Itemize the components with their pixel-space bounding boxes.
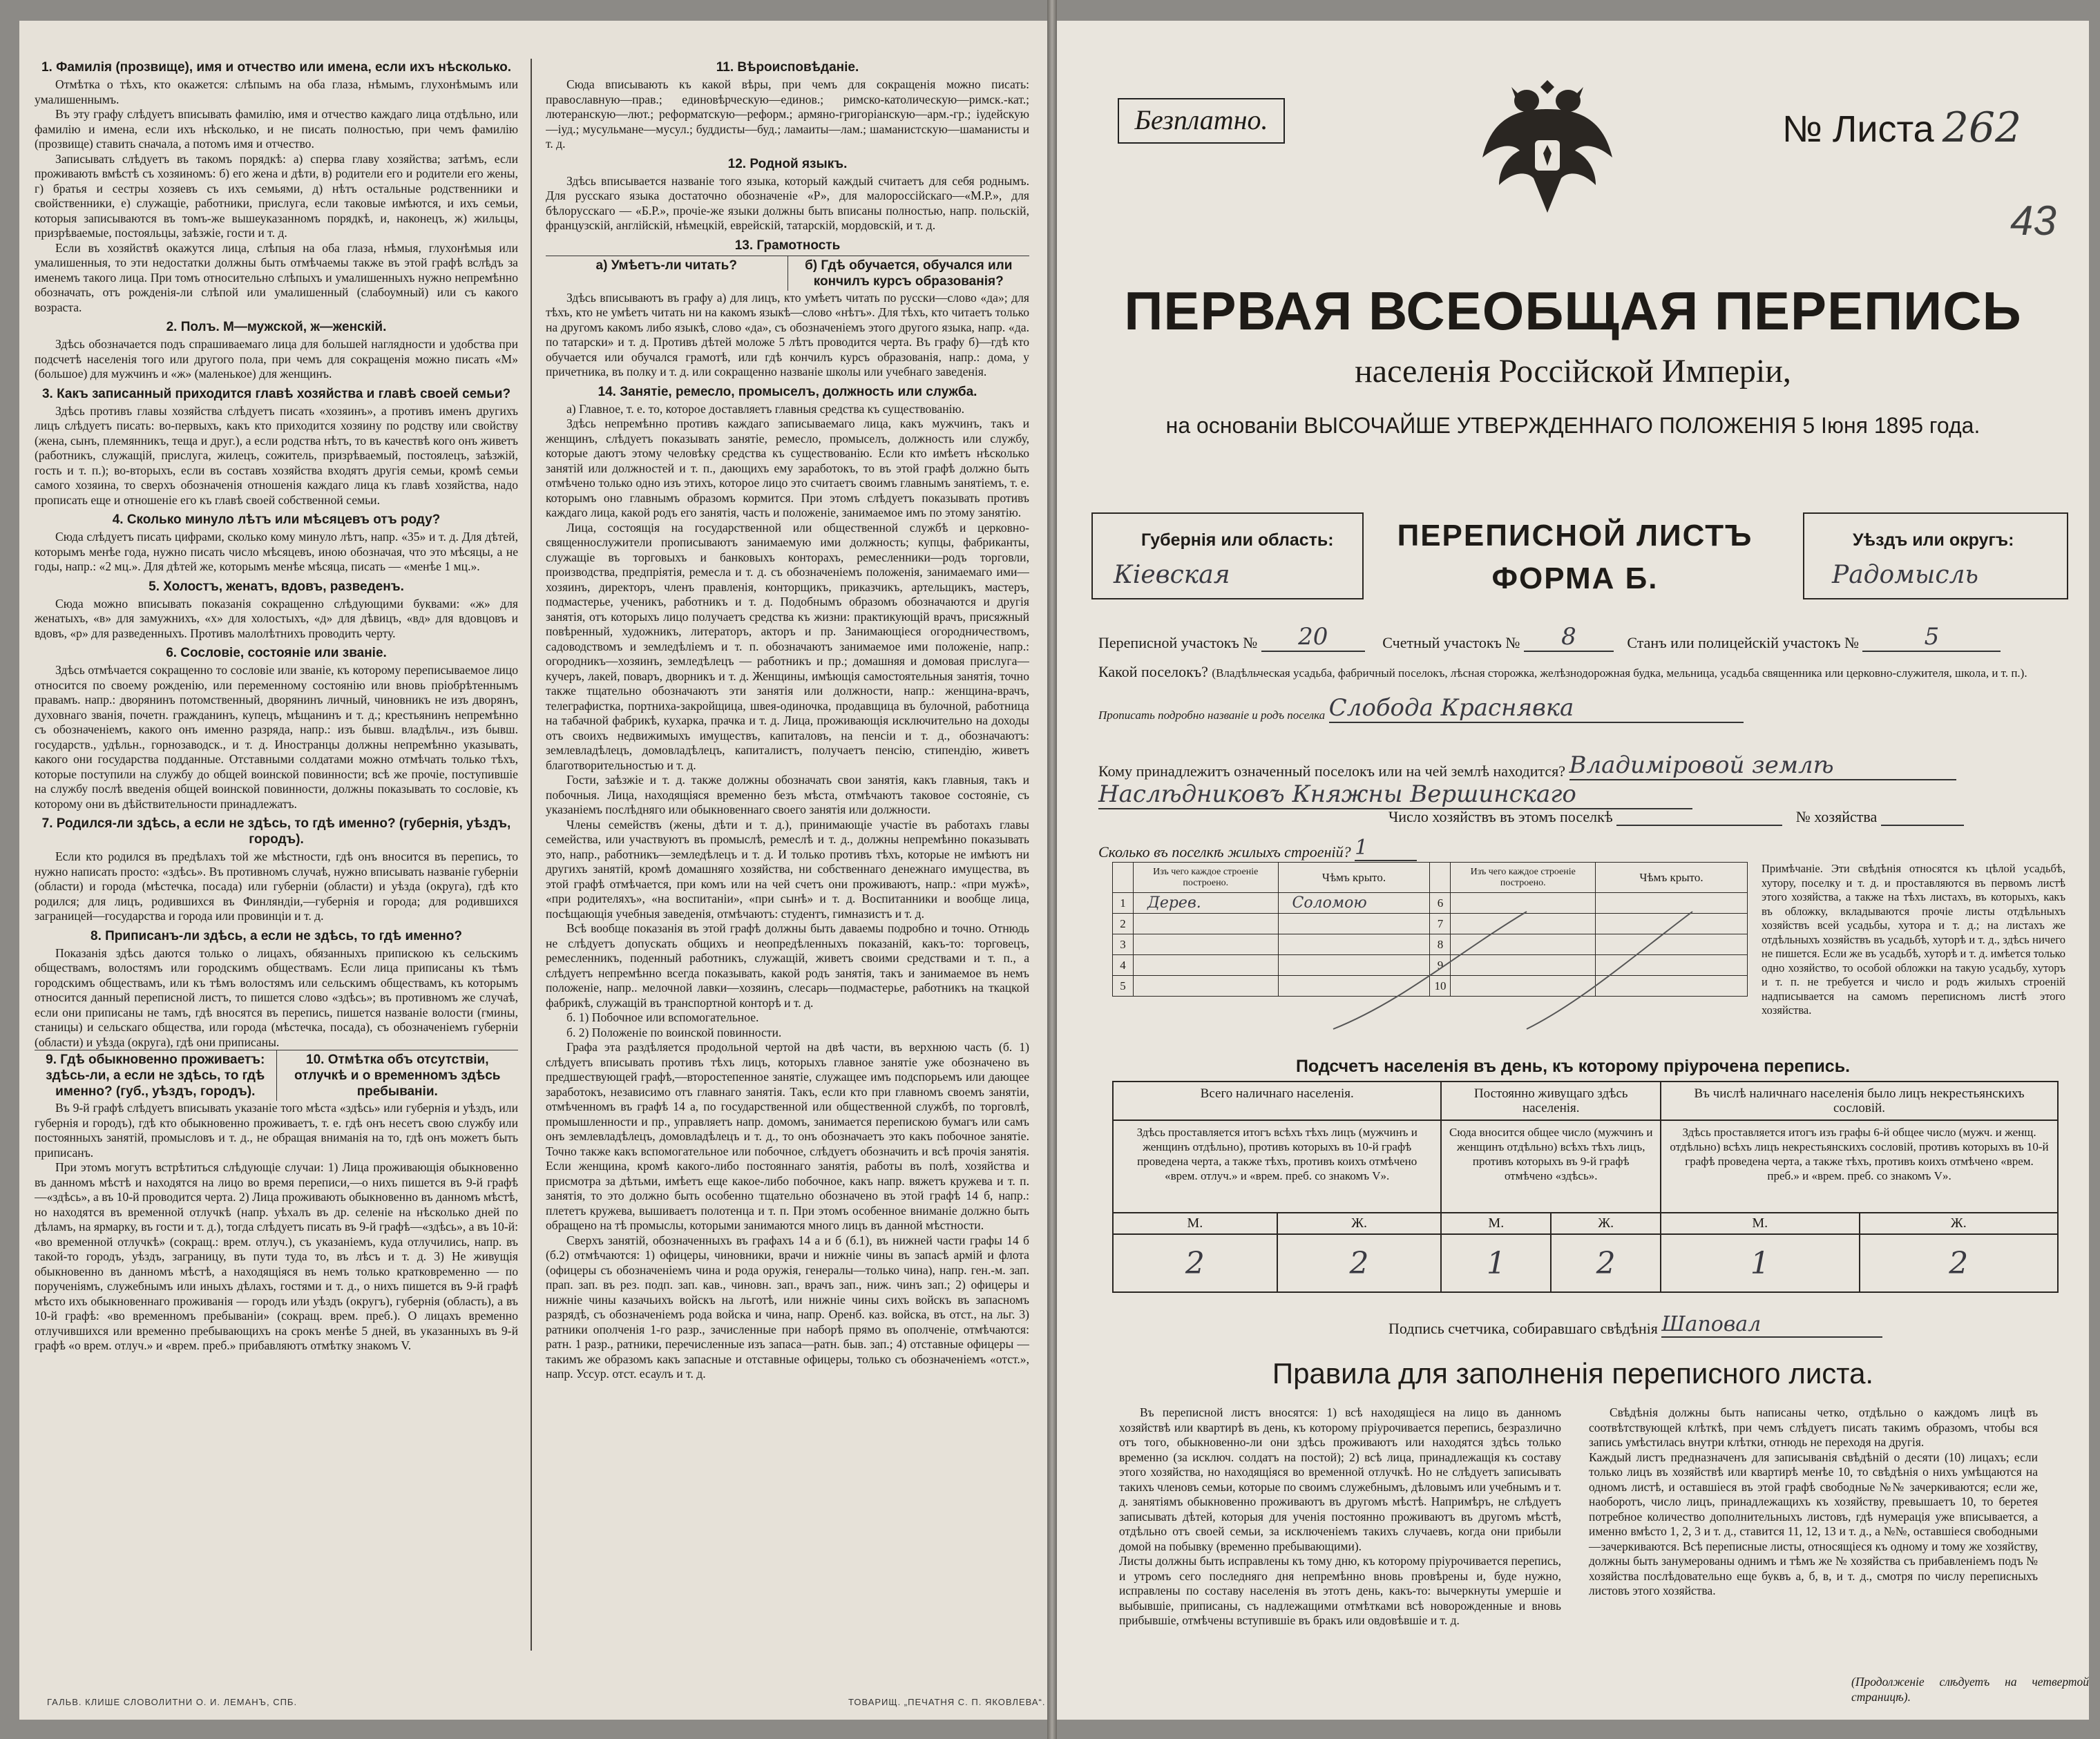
instruction-paragraph: а) Главное, т. е. то, которое доставляетъ главныя средства къ существованію. bbox=[566, 401, 965, 416]
free-stamp: Безплатно. bbox=[1118, 98, 1285, 144]
count-resident-text: Сюда вносится общее число (мужчинъ и женщинъ отдѣльно) всѣхъ тѣхъ лицъ, противъ которыхъ въ 9-й графѣ отмѣчено «здѣсь». bbox=[1441, 1120, 1661, 1213]
province-label: Губернія или область: bbox=[1141, 530, 1334, 550]
instruction-heading: 8. Приписанъ-ли здѣсь, а если не здѣсь, то гдѣ именно? bbox=[90, 928, 462, 943]
instruction-heading: 5. Холостъ, женатъ, вдовъ, разведенъ. bbox=[149, 579, 404, 594]
buildings-roof-header-right: Чѣмъ крыто. bbox=[1596, 863, 1748, 893]
building-row-number: 6 bbox=[1430, 893, 1451, 914]
printer-credit-right: ТОВАРИЩ. „ПЕЧАТНЯ С. П. ЯКОВЛЕВА“. bbox=[848, 1697, 1046, 1707]
census-decree: на основаніи ВЫСОЧАЙШЕ УТВЕРЖДЕННАГО ПОЛОЖЕНІЯ 5 Іюня 1895 года. bbox=[1165, 413, 1980, 438]
owner-label: Кому принадлежитъ означенный поселокъ или на чей землѣ находится? bbox=[1098, 762, 1566, 780]
buildings-value: 1 bbox=[1355, 836, 1417, 861]
signature-label: Подпись счетчика, собиравшаго свѣдѣнія bbox=[1388, 1320, 1658, 1337]
instruction-paragraph: Здѣсь вписывается названіе того языка, который каждый считаетъ для себя роднымъ. Для русскаго языка достаточно обозначеніе «Р», для малороссійскаго—«М.Р.», для бѣлорусскаго — «Б.Р.», прочіе-же языки должны быть вписаны полностью, напр. польскій, французскій, англійскій, нѣмецкій, еврейскій, татарскій, мордовскій, и т. д. bbox=[546, 173, 1029, 232]
buildings-note: Примѣчаніе. Эти свѣдѣнія относятся къ цѣлой усадьбѣ, хутору, поселку и т. д. и проставляются въ первомъ листѣ этого хозяйства, а также на тѣхъ листахъ, въ которыхъ, какъ въ обложку, вкладываются прочіе листы отдѣльныхъ хозяйствъ всей усадьбы, хутора и т. д.; на листахъ же отдѣльныхъ хозяйствъ въ усадьбѣ, хуторѣ и т. д., здѣсь ничего не пишется. Если же въ усадьбѣ, хуторѣ и т. д. имѣется только одно хозяйство, то особой обложки на такую усадьбу, хуторъ и т. п. не требуется и число и родъ жилыхъ строеній надписывается на самомъ переписномъ листѣ этого хозяйства. bbox=[1762, 862, 2065, 1017]
instruction-paragraph: Лица, состоящія на государственной или общественной службѣ и церковно-священнослужители прописываютъ занимаемую ими должность; купцы, фабриканты, служащіе въ торговыхъ и банковыхъ конторахъ, ремесленники—родъ торговли, производства, предпріятія, ремесла и т. д. съ обозначеніемъ положенія, занимаемаго ими—хозяинъ, директоръ, членъ правленія, конторщикъ, приказчикъ, артельщикъ, мастеръ, подмастерье, ученикъ, работникъ и т. д. Подобнымъ образомъ обозначаются и другія занятія, отъ которыхъ лицо получаетъ средства къ жизни: практикующій врачъ, присяжный повѣренный, художникъ, литераторъ, акторъ и пр. Занимающіеся огородничествомъ, садоводствомъ и земледѣліемъ и т. п. обозначаютъ занимаемое ими положеніе, напр.: огородникъ—хозяинъ, земледѣлецъ — работникъ и пр.; домашняя и домовая прислуга—кучеръ, лакей, поваръ, дворникъ и т. д. Женщины, имѣющія самостоятельныя занятія, точно также тщательно обозначаютъ эти занятія или должности, напр.: женщина-врачъ, телеграфистка, портниха-закройщица, швея-одиночка, продавщица въ булочной, работница на табачной фабрикѣ, кухарка, прачка и т. д. Лица, проживающія исключительно на доходы отъ своихъ недвижимыхъ имуществъ, капиталовъ, на пенсіи и т. д., обозначаютъ: землевладѣлецъ, домовладѣлецъ, капиталистъ, получаетъ пенсію, стипендію, живетъ благотворительностью и т. д. bbox=[546, 520, 1029, 772]
instruction-paragraph: Сюда слѣдуетъ писать цифрами, сколько кому минуло лѣтъ, напр. «35» и т. д. Для дѣтей, которымъ менѣе года, нужно писать число мѣсяцевъ, иною обозначая, что это мѣсяцы, а не годы, напр.: «2 мц.». Для дѣтей же, которымъ менѣе мѣсяца, писать — «менѣе 1 мц.». bbox=[35, 530, 518, 573]
rules-continued: (Продолженіе слѣдуетъ на четвертой страницѣ). bbox=[1851, 1675, 2089, 1704]
instruction-heading: 3. Какъ записанный приходится главѣ хозяйства и главѣ своей семьи? bbox=[41, 386, 511, 401]
count-male-label: М. bbox=[1113, 1213, 1277, 1234]
instructions-column-2 bbox=[546, 55, 1029, 1664]
instruction-split-heading-part: 9. Гдѣ обыкновенно проживаетъ: здѣсь-ли, а если не здѣсь, то гдѣ именно? (губ., уѣздъ, городъ). bbox=[35, 1050, 277, 1101]
rules-column-2: Свѣдѣнія должны быть написаны четко, отдѣльно о каждомъ лицѣ въ соотвѣтствующей клѣткѣ, при чемъ слѣдуетъ писать такимъ образомъ, чтобы вся запись умѣстилась внутри клѣтки, отнюдь не переходя на другія. Каждый листъ предназначенъ для записыванія свѣдѣній о десяти (10) лицахъ; если только лицъ въ хозяйствѣ или квартирѣ менѣе 10, то свѣдѣнія о нихъ умѣщаются на одномъ листѣ, и оставшіеся въ этой графѣ свободные №№ зачеркиваются; если же, наоборотъ, число лицъ, принадлежащихъ къ хозяйству, превышаетъ 10, то беретея потребное количество дополнительныхъ листовъ, гдѣ нумерація уже вписывается, а именно вмѣсто 1, 2, 3 и т. д., ставится 11, 12, 13 и т. д., а №№, оставшіеся свободными—зачеркиваются. Всѣ переписные листы, относящіеся къ одному и тому же хозяйству, должны быть занумерованы однимъ и тѣмъ же № хозяйства съ прибавленіемъ подъ № хозяйства послѣдовательно еще буквъ а, б, в, и т. д., смотря по числу переписныхъ листовъ этого хозяйства. bbox=[1589, 1405, 2038, 1597]
count-total-header: Всего наличнаго населенія. bbox=[1113, 1082, 1441, 1120]
instruction-split-heading bbox=[546, 256, 1029, 291]
instruction-heading: 2. Полъ. М—мужской, ж—женскій. bbox=[166, 320, 387, 334]
instruction-paragraph: Показанія здѣсь даются только о лицахъ, обязанныхъ припискою къ сельскимъ обществамъ, волостямъ или городскимъ обществамъ. Если лица приписаны къ тѣмъ городскимъ обществамъ, или къ тѣмъ волостямъ или сельскимъ обществамъ, къ которымъ относится данный переписной листъ, то пишется слово «здѣсь»; въ противномъ же случаѣ, если они приписаны не тамъ, гдѣ вносятся въ перепись, пишется названіе волости (гмины, станицы) и сельскаго общества, или города (мѣстечка, посада), съ обозначеніемъ губерніи (области) и уѣзда (округа), гдѣ они приписаны. bbox=[35, 945, 518, 1049]
settlement-value: Слобода Краснявка bbox=[1329, 694, 1744, 723]
census-subtitle: населенія Россійской Имперіи, bbox=[1355, 353, 1791, 390]
household-number-label: № хозяйства bbox=[1795, 808, 1878, 825]
instruction-heading: 7. Родился-ли здѣсь, а если не здѣсь, то гдѣ именно? (губернія, уѣздъ, городъ). bbox=[41, 816, 511, 847]
owner-line-2 bbox=[1098, 780, 1692, 809]
instruction-split-heading-part: 10. Отмѣтка объ отсутствіи, отлучкѣ и о временномъ здѣсь пребываніи. bbox=[294, 1053, 501, 1099]
instruction-paragraph: Въ 9-й графѣ слѣдуетъ вписывать указаніе того мѣста «здѣсь» или губернія и уѣздъ, или губернія и городъ), гдѣ кто обыкновенно проживаетъ, т. е. гдѣ онъ несетъ свою службу или постоянныхъ занятій, промысловъ и т. д., не обращая вниманія на то, гдѣ онъ можетъ быть приписанъ. bbox=[35, 1101, 518, 1160]
instruction-paragraph: Здѣсь вписываютъ въ графу а) для лицъ, кто умѣетъ читать по русски—слово «да»; для тѣхъ, кто не умѣетъ читать ни на какомъ языкѣ—слово «нѣтъ». Для тѣхъ, кто читаетъ только на другомъ какомъ либо языкѣ, слово «да», съ обозначеніемъ этого другого языка, напр. «да. по татарски» и т. д. Противъ дѣтей моложе 5 лѣтъ проводится черта. Въ графу б)—гдѣ кто обучается или обучался грамотѣ, или гдѣ кончилъ курсъ образованія, напр.: дома, у причетника, въ полку и т. д. или сокращенно названіе школы или учебнаго заведенія. bbox=[546, 290, 1029, 378]
instruction-paragraph: Графа эта раздѣляется продольной чертой на двѣ части, въ верхнюю часть (б. 1) слѣдуетъ вписывать противъ тѣхъ лицъ, которыхъ главное занятіе уже обозначено въ предшествующей графѣ,—второстепенное занятіе, служащее имъ подспорьемъ или дающее заработокъ, независимо отъ главнаго занятія. Такъ, если кто при главномъ своемъ занятіи, отмѣченномъ въ графѣ 14 а, по государственной или общественной службѣ, по торговлѣ, промышленности и пр., управляетъ напр. домомъ, занимается перепискою бумагъ или самъ онъ землевладѣлецъ, домовладѣлецъ и т. д., то онъ обозначаетъ это какъ побочное занятіе. Точно также какъ вспомогательное или побочное, слѣдуетъ обозначить и всѣ прочія занятія. Если женщина, кромѣ какого-либо постояннаго занятія, работы въ полѣ, хозяйства и присмотра за дѣтьми, имѣетъ еще какое-либо побочное, какъ напр. вяжетъ кружева и т. п. занятія, то это должно быть особенно тщательно обозначено въ этой графѣ 14 б, напр.: плететъ кружева, вышиваетъ полотенца и т. п. При этомъ особенное вниманіе должно быть обращено на тѣ промыслы, которыми занимаются много лицъ въ данной мѣстности. bbox=[546, 1040, 1029, 1232]
counting-plot-label: Счетный участокъ № bbox=[1382, 634, 1520, 651]
count-male-label: М. bbox=[1441, 1213, 1551, 1234]
buildings-roof-header-left: Чѣмъ крыто. bbox=[1278, 863, 1430, 893]
building-row-number: 1 bbox=[1113, 893, 1134, 914]
census-plot-label: Переписной участокъ № bbox=[1098, 634, 1258, 651]
count-male-label: М. bbox=[1661, 1213, 1859, 1234]
buildings-material-header-left: Изъ чего каждое строеніе построено. bbox=[1133, 863, 1278, 893]
building-material bbox=[1133, 934, 1278, 955]
signature-value: Шаповал bbox=[1661, 1312, 1882, 1338]
settlement-hint: (Владѣльческая усадьба, фабричный поселокъ, лѣсная сторожка, желѣзнодорожная будка, мельница, усадьба священника или церковно-служителя, школа, и т. п.). bbox=[1212, 666, 2027, 680]
province-value: Кіевская bbox=[1114, 561, 1230, 589]
building-row-number: 4 bbox=[1113, 955, 1134, 976]
building-row-number: 9 bbox=[1430, 955, 1451, 976]
settlement-value-line bbox=[1098, 694, 1744, 723]
owner-value-2: Наслѣдниковъ Княжны Вершинскаго bbox=[1098, 780, 1692, 809]
households-line bbox=[1388, 808, 1964, 826]
count-total-text: Здѣсь проставляется итогъ всѣхъ тѣхъ лицъ (мужчинъ и женщинъ отдѣльно), противъ которыхъ въ 10-й графѣ проведена черта, а также тѣхъ, противъ коихъ отмѣчено «врем. отлуч.» и «врем. преб. со знакомъ V». bbox=[1113, 1120, 1441, 1213]
count-value: 1 bbox=[1441, 1234, 1551, 1292]
instructions-page bbox=[19, 21, 1047, 1720]
instruction-heading: 12. Родной языкъ. bbox=[727, 156, 848, 171]
settlement-hint-2: Прописать подробно названіе и родъ поселка bbox=[1098, 709, 1326, 722]
count-nonpeasant-text: Здѣсь проставляется итогъ изъ графы 6-й общее число (мужч. и женщ. отдѣльно) всѣхъ лицъ некрестьянскихъ сословій, противъ которыхъ въ 10-й графѣ проведена черта, а также тѣхъ, противъ коихъ отмѣчено «врем. преб.» и «врем. преб. со знакомъ V». bbox=[1661, 1120, 2058, 1213]
buildings-line bbox=[1098, 836, 1417, 861]
count-value: 2 bbox=[1551, 1234, 1661, 1292]
instruction-heading: 13. Грамотность bbox=[734, 238, 841, 253]
building-row-number: 3 bbox=[1113, 934, 1134, 955]
instruction-paragraph: б. 1) Побочное или вспомогательное. bbox=[566, 1010, 759, 1024]
instruction-paragraph: Здѣсь непремѣнно противъ каждаго записываемаго лица, какъ мужчинъ, такъ и женщинъ, слѣдуетъ показывать занятіе, ремесло, промыселъ, должность или службу, которые даютъ этому человѣку средства къ существованію. Если кто имѣетъ нѣсколько занятій или должностей и т. п., дающихъ ему заработокъ, то въ этой графѣ должно быть отмѣчено только одно изъ этихъ, которое лицо это считаетъ своимъ главнымъ занятіемъ, т. е. которымъ оно главнымъ образомъ кормится. При этомъ слѣдуетъ показывать противъ каждаго лица, какой родъ его занятія, часть и положеніе, занимаемое имъ по этому занятію. bbox=[546, 416, 1029, 519]
instruction-split-heading bbox=[35, 1050, 518, 1101]
form-title-line-1: ПЕРЕПИСНОЙ ЛИСТЪ bbox=[1397, 519, 1753, 553]
instruction-paragraph: Если кто родился въ предѣлахъ той же мѣстности, гдѣ онъ вносится въ перепись, то нужно написать просто: «здѣсь». Въ противномъ случаѣ, нужно вписывать названіе губерніи (области) и города (мѣстечка, посада) или губерніи (области) и уѣзда (округа), гдѣ кто родился; для лицъ, родившихся въ Финляндіи,—губернія и города; для родившихся заграницей—государства и города или провинціи и т. д. bbox=[35, 849, 518, 923]
building-material bbox=[1133, 976, 1278, 997]
instruction-paragraph: Отмѣтка о тѣхъ, кто окажется: слѣпымъ на оба глаза, нѣмымъ, глухонѣмымъ или умалишеннымъ. bbox=[35, 77, 518, 106]
owner-line bbox=[1098, 751, 1956, 780]
households-value bbox=[1616, 825, 1782, 826]
count-nonpeasant-header: Въ числѣ наличнаго населенія было лицъ некрестьянскихъ сословій. bbox=[1661, 1082, 2058, 1120]
instructions-column-1 bbox=[35, 55, 518, 1664]
building-row-number: 10 bbox=[1430, 976, 1451, 997]
instruction-paragraph: При этомъ могутъ встрѣтиться слѣдующіе случаи: 1) Лица проживающія обыкновенно въ данномъ мѣстѣ и находятся на лицо во время переписи,—о нихъ пишется въ 9-й графѣ—«здѣсь», а въ 10-й проводится черта. 2) Лица проживають обыкновенно въ данномъ мѣстѣ, но находятся въ временной отлучкѣ (напр. уѣхалъ въ др. селеніе на нѣсколько дней по дѣламъ, на ярмарку, въ гости и т. д.), тогда слѣдуетъ писать въ 9-й графѣ—«здѣсь», а въ 10-й: «во временной отлучкѣ» (сокращ.: врем. отлуч.), съ указаніемъ, куда отлучились, напр. въ такой-то городъ, уѣздъ, заграницу, въ пути туда то, въ лѣсъ и т. д. 3) Не живущія обыкновенно въ данномъ мѣстѣ, а находящіяся въ немъ только кратковременно — по порученіямъ, служебнымъ или иныхъ дѣлахъ, гостями и т. д., о нихъ пишется въ 9-й графѣ мѣсто ихъ обыкновеннаго проживанія — городъ или уѣздъ (округъ), губернія (область), а въ 10-й графѣ: «во временномъ пребываніи» (сокращ. врем. преб.). О лицахъ временно отлучившихся или временно пребывающихъ на срокъ менѣе 5 дней, въ указанныхъ въ 9-й графѣ «о врем. отлуч.» и «врем. преб.» прибавляютъ отмѣтку знакомъ V. bbox=[35, 1160, 518, 1352]
district-box bbox=[1803, 512, 2068, 599]
instruction-split-heading-part: б) Гдѣ обучается, обучался или кончилъ курсъ образованія? bbox=[805, 258, 1013, 289]
book-gutter bbox=[1047, 0, 1057, 1739]
census-plot-value: 20 bbox=[1261, 623, 1365, 652]
owner-value-1: Владиміровой землѣ bbox=[1569, 751, 1956, 780]
instruction-paragraph: Всѣ вообще показанія въ этой графѣ должны быть даваемы подробно и точно. Отнюдь не слѣдуетъ допускать общихъ и неопредѣленныхъ показаній, какъ-то: торговецъ, ремесленникъ, поденный работникъ, служащій, живетъ своими средствами и т. п., а слѣдуетъ непремѣнно всегда показывать, какой родъ занятія, такъ и занимаемое въ немъ положеніе, напр.. мелочной лавки—хозяинъ, слесарь—подмастерье, работникъ на ткацкой фабрикѣ, служащій въ транспортной конторѣ и т. д. bbox=[546, 921, 1029, 1010]
buildings-label: Сколько въ поселкѣ жилыхъ строеній? bbox=[1098, 843, 1351, 861]
instruction-heading: 1. Фамилія (прозвище), имя и отчество или имена, если ихъ нѣсколько. bbox=[41, 60, 512, 75]
imperial-eagle-icon bbox=[1478, 75, 1616, 220]
instruction-heading: 14. Занятіе, ремесло, промыселъ, должность или служба. bbox=[598, 384, 977, 399]
instruction-heading: 11. Вѣроисповѣданіе. bbox=[716, 60, 859, 75]
cross-out-strokes bbox=[1319, 898, 1706, 1036]
instruction-paragraph: Записывать слѣдуетъ въ такомъ порядкѣ: а) сперва главу хозяйства; затѣмъ, если проживають вмѣстѣ съ хозяиномъ: б) его жена и дѣти, в) родители его и родители его жены, г) братья и сестры хозяевъ съ ихъ семьями, д) нѣтъ остальные родственники и свойственники, е) служащіе, работники, прислуга, если таковые имѣются, и ихъ семьи, которыя записываются въ томъ-же вышеуказанномъ порядкѣ, и, наконецъ, ж) жильцы, призрѣваемые, постояльцы, заѣзжіе, гости и т. д. bbox=[35, 151, 518, 240]
settlement-line bbox=[1098, 663, 2027, 681]
district-label: Уѣздъ или округъ: bbox=[1853, 530, 2014, 550]
count-female-label: Ж. bbox=[1860, 1213, 2059, 1234]
building-row-number: 7 bbox=[1430, 914, 1451, 934]
buildings-material-header-right: Изъ чего каждое строеніе построено. bbox=[1451, 863, 1596, 893]
building-row-number: 5 bbox=[1113, 976, 1134, 997]
count-value: 2 bbox=[1277, 1234, 1442, 1292]
sheet-number-label: № Листа bbox=[1782, 108, 1934, 150]
count-female-label: Ж. bbox=[1277, 1213, 1442, 1234]
counting-plot-value: 8 bbox=[1524, 623, 1614, 652]
count-resident-header: Постоянно живущаго здѣсь населенія. bbox=[1441, 1082, 1661, 1120]
instruction-paragraph: Сюда можно вписывать показанія сокращенно слѣдующими буквами: «ж» для женатыхъ, «в» для замужнихъ, «х» для холостыхъ, «д» для дѣвицъ, «вд» для вдовцовъ и вдовъ, «р» для разведенныхъ. Противъ малолѣтнихъ проводить черту. bbox=[35, 596, 518, 640]
instruction-paragraph: Члены семействъ (жены, дѣти и т. д.), принимающіе участіе въ работахъ главы семейства, или участвуютъ въ промыслѣ, ремеслѣ и т. д., должны непремѣнно показывать это, напр., работникъ—земледѣлецъ и т. д. И только противъ тѣхъ, которые не имѣютъ ни другихъ занятій, кромѣ домашняго хозяйства, ни собственнаго денежнаго имущества, въ этой графѣ отмѣчается, при комъ или на чей счетъ они проживаютъ, напр.: «при мужѣ», «при родителяхъ», «на воспитаніи», «при сынѣ» и т. д. Воспитанники и вообще лица, посѣщающія учебныя заведенія, отмѣчаютъ: студентъ, гимназистъ и т. д. bbox=[546, 817, 1029, 921]
building-material: Дерев. bbox=[1133, 893, 1278, 914]
province-box bbox=[1091, 512, 1364, 599]
instruction-paragraph: Если въ хозяйствѣ окажутся лица, слѣпыя на оба глаза, нѣмыя, глухонѣмыя или умалишенныя, то эти недостатки должны быть отмѣчаемы также въ этой графѣ вслѣдъ за именемъ такого лица. При томъ относительно слѣпыхъ и умалишенныхъ нужно непремѣнно обозначать, отъ рожденія-ли слѣпой или умалишенный (слабоумный) или съ какого возраста. bbox=[35, 240, 518, 314]
census-title: ПЕРВАЯ ВСЕОБЩАЯ ПЕРЕПИСЬ bbox=[1124, 280, 2022, 341]
rules-title: Правила для заполненія переписного листа. bbox=[1272, 1357, 1874, 1390]
households-label: Число хозяйствъ въ этомъ поселкѣ bbox=[1388, 808, 1613, 825]
instruction-paragraph: Въ эту графу слѣдуетъ вписывать фамилію, имя и отчество каждаго лица отдѣльно, или фамилію и имена, если ихъ нѣсколько, и не писать полностью, при чемъ фамилію (прозвище) ставить сначала, а потомъ имя и отчество. bbox=[35, 107, 518, 151]
printer-credit-left: ГАЛЬВ. КЛИШЕ СЛОВОЛИТНИ О. И. ЛЕМАНЪ, СПБ. bbox=[47, 1697, 298, 1707]
census-form-page bbox=[1057, 21, 2089, 1720]
instruction-split-heading-part: а) Умѣетъ-ли читать? bbox=[546, 256, 788, 291]
plot-numbers-line bbox=[1098, 623, 2001, 652]
settlement-label: Какой поселокъ? bbox=[1098, 663, 1208, 680]
building-material bbox=[1133, 955, 1278, 976]
form-title bbox=[1354, 515, 1796, 600]
count-female-label: Ж. bbox=[1551, 1213, 1661, 1234]
sheet-number-value: 262 bbox=[1942, 104, 2022, 152]
instruction-paragraph: Здѣсь отмѣчается сокращенно то сословіе или званіе, къ которому переписываемое лицо относится по своему рожденію, или переменному состоянію или вновь пріобрѣтеннымъ правамъ. напр.: дворянинъ потомственный, дворянинъ личный, чиновникъ не изъ дворянъ, духовнаго званія, почетн. гражданинъ, купецъ, мѣщанинъ и т. д.; крестьянинъ непремѣнно съ обозначеніемъ, какого онъ именно разряда, напр.: изъ бывш. владѣльч., изъ бывш. государств., удѣльн., горнозаводск., и т. д. Иностранцы должны непремѣнно указывать, какого они государства подданные. Отставными солдатами можно отмѣчать только тѣхъ, которые поступили на службу до общей воинской повинности; всѣ же прочіе, поступившіе на службу послѣ введенія общей воинской повинности, должны показывать то сословіе, къ которому они въ дѣйствительности принадлежатъ. bbox=[35, 663, 518, 811]
population-count-title: Подсчетъ населенія въ день, къ которому пріурочена перепись. bbox=[1295, 1057, 1851, 1076]
district-value: Радомысль bbox=[1832, 561, 1979, 589]
rules-column-1: Въ переписной листъ вносятся: 1) всѣ находящіеся на лицо въ данномъ хозяйствѣ или квартирѣ въ день, къ которому пріурочивается перепись, безразлично отъ того, обыкновенно-ли они здѣсь проживаютъ или находятся здѣсь только временно (за исключ. солдатъ на постой); 2) всѣ лица, принадлежащія къ составу этого хозяйства, но находящіяся во временной отлучкѣ. Но не слѣдуетъ записывать такихъ членовъ семьи, которые по своимъ служебнымъ, дѣловымъ или учебнымъ и т. д. занятіямъ обыкновенно проживаютъ въ другомъ мѣстѣ. Напримѣръ, не слѣдуетъ записывать дѣтей, которыя для ученія постоянно проживаютъ въ другомъ мѣстѣ, отдѣльно отъ своей семьи, за исключеніемъ такихъ случаевъ, когда они прибыли домой на побывку (временно пребывающими). Листы должны быть исправлены къ тому дню, къ которому пріурочивается перепись, и утромъ сего последняго дня непремѣнно вновь провѣрены и, буде нужно, исправлены по составу населенія въ этотъ день, какъ-то: вычеркнуты умершіе и выбывшіе, приписаны, съ надлежащими отмѣтками всѣ новорожденные и вновь прибывшіе, отмѣчены вступившіе въ бракъ или овдовѣвшіе и т. д. bbox=[1119, 1405, 1561, 1627]
instruction-paragraph: Сюда вписывають къ какой вѣры, при чемъ для сокращенія можно писать: православную—прав.; единовѣрческую—единов.; римско-католическую—римск.-кат.; лютеранскую—лют.; реформатскую—реформ.; армяно-григоріанскую—арм.-гр.; іудейскую—іуд.; мусульманe—мусул.; буддисты—буд.; ламаиты—лам.; шаманистскую—шаманисты и т. д. bbox=[546, 77, 1029, 151]
instruction-paragraph: Гости, заѣзжіе и т. д. также должны обозначать свои занятія, какъ главныя, такъ и побочныя. Лица, находящіяся временно безъ мѣста, отмѣчаютъ таковое состояніе, съ указаніемъ послѣдняго или обыкновеннаго своего занятія или должности. bbox=[546, 773, 1029, 816]
signature-line bbox=[1388, 1312, 1882, 1338]
instruction-heading: 4. Сколько минуло лѣтъ или мѣсяцевъ отъ роду? bbox=[112, 512, 441, 527]
sheet-number bbox=[1782, 104, 2021, 152]
count-value: 2 bbox=[1860, 1234, 2059, 1292]
column-divider bbox=[531, 59, 532, 1651]
instruction-paragraph: Здѣсь обозначается подъ спрашиваемаго лица для большей наглядности и удобства при подсчетѣ населенія того или другого пола, при чемъ для сокращенія можно писать «М» (большое) для мужчинъ и «ж» (маленькое) для женщинъ. bbox=[35, 337, 518, 381]
instruction-paragraph: Здѣсь противъ главы хозяйства слѣдуетъ писать «хозяинъ», а противъ именъ другихъ лицъ слѣдуетъ писать: во-первыхъ, какъ кто приходится хозяину по родству или свойству (жена, сынъ, племянникъ, теща и друг.), а если родства нѣтъ, то въ качествѣ кого онъ живетъ (работникъ, служащій, прислуга, жилецъ, сожитель, призрѣваемый, постоялецъ, заѣзжій, гость и т. п.); во-вторыхъ, если въ составъ хозяйства входятъ другія семьи, кромѣ семьи самого хозяина, то сверхъ обозначенія отношенія каждаго лица къ главѣ хозяйства, надо прописать еще и отношеніе его къ главѣ своей собственной семьи. bbox=[35, 403, 518, 507]
building-material bbox=[1133, 914, 1278, 934]
instruction-paragraph: б. 2) Положеніе по воинской повинности. bbox=[566, 1025, 782, 1039]
camp-label: Станъ или полицейскій участокъ № bbox=[1627, 634, 1859, 651]
instruction-paragraph: Сверхъ занятій, обозначенныхъ въ графахъ 14 а и б (б.1), въ нижней части графы 14 б (б.2) отмѣчаются: 1) офицеры, чиновники, врачи и нижніе чины въ запасѣ армій и флота (офицеры съ обозначеніемъ чина и рода оружія, генералы—только чина), напр. ген.-м. зап. прап. зап. въ рез. подп. зап. кав., чиновн. зап., врачъ зап., ниж. чинъ зап.; 2) офицеры и нижніе чины казачьихъ войскъ на льготѣ, или нижніе чины сихъ войскъ въ запасномъ разрядѣ, съ обозначеніемъ рода войска и чина, напр. Оренб. каз. войска, въ отст., на льг. 3) ратники ополченія 1-го разр., зачисленные при наборѣ прямо въ ополченіе, отмѣчаются: ратн. 1 разр., ратники, перечисленные изъ запаса—ратн. быв. зап.; 4) отставные офицеры — такимъ же образомъ какъ запасные и отставные офицеры, только съ обозначеніемъ «отст.», напр. Усcур. отст. есаулъ и т. д. bbox=[546, 1233, 1029, 1381]
form-title-line-2: ФОРМА Б. bbox=[1491, 561, 1659, 595]
building-row-number: 8 bbox=[1430, 934, 1451, 955]
building-row-number: 2 bbox=[1113, 914, 1134, 934]
count-value: 1 bbox=[1661, 1234, 1859, 1292]
camp-value: 5 bbox=[1862, 623, 2001, 652]
count-value: 2 bbox=[1113, 1234, 1277, 1292]
building-roof: Соломою bbox=[1278, 893, 1430, 914]
instruction-heading: 6. Сословіе, состояніе или званіе. bbox=[166, 646, 387, 660]
population-count-table bbox=[1112, 1081, 2059, 1293]
archive-number: 43 bbox=[2010, 198, 2056, 244]
